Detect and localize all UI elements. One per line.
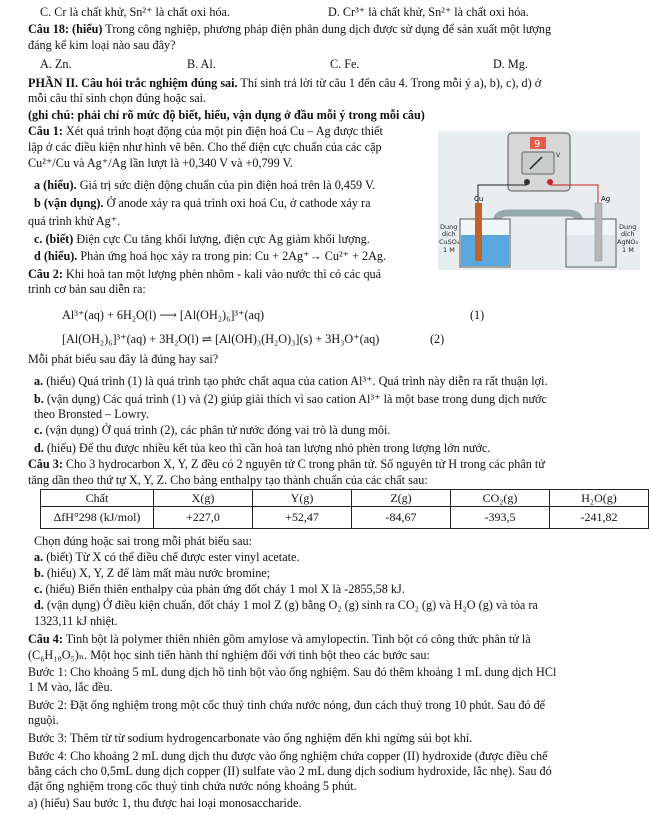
ag-electrode (595, 203, 602, 261)
table-cell: -393,5 (451, 507, 550, 529)
q18-option-d: D. Mg. (493, 57, 528, 71)
c4-step-3: Bước 3: Thêm từ từ sodium hydrogencarbonate vào ống nghiệm đến khi ngừng sủi bọt khí. (28, 731, 473, 745)
q17-option-c: C. Cr là chất khử, Sn²⁺ là chất oxi hóa. (40, 5, 230, 19)
c1-a-text: Giá trị sức điện động chuẩn của pin điện hoá trên là 0,459 V. (76, 178, 376, 192)
c3-text-1: Cho 3 hydrocarbon X, Y, Z đều có 2 nguyên tử C trong phân tử. Số nguyên tử H trong các phân tử (62, 457, 545, 471)
enthalpy-table (40, 489, 649, 529)
c4-line-2: (C₆H₁₀O₅)ₙ. Một học sinh tiến hành thí nghiệm đối với tinh bột theo các bước sau: (28, 648, 430, 662)
c2-item-c (34, 423, 639, 438)
c3-line-2: tăng dần theo thứ tự X, Y, Z. Cho bảng enthalpy tạo thành chuẩn của các chất sau: (28, 473, 428, 487)
table-header-cell: Chất (41, 490, 154, 507)
q18-option-c: C. Fe. (330, 57, 360, 71)
c2-d-text: (hiểu) Để thu được nhiều kết tủa keo thì cần hoà tan lượng nhỏ phèn trong lượng lớn nước. (43, 441, 491, 455)
c3-item-d-cont: 1323,11 kJ nhiệt. (34, 614, 118, 628)
c1-line-3: Cu²⁺/Cu và Ag⁺/Ag lần lượt là +0,340 V và +0,799 V. (28, 156, 293, 170)
c1-b-level: b (vận dụng). (34, 196, 104, 210)
c2-item-b-cont: theo Bronsted – Lowry. (34, 407, 149, 421)
table-header-cell: Y(g) (253, 490, 352, 507)
c4-step-1-cont: 1 M vào, lắc đều. (28, 680, 113, 694)
c2-line-1 (28, 267, 639, 282)
q17-option-d: D. Cr³⁺ là chất khử, Sn²⁺ là chất oxi hóa. (328, 5, 529, 19)
c4-step-2-cont: nguội. (28, 713, 59, 727)
c1-d-level: d (hiểu). (34, 249, 78, 263)
c2-item-d (34, 441, 639, 456)
c1-text-1: Xét quá trình hoạt động của một pin điện hoá Cu – Ag được thiết (62, 124, 383, 138)
c3-question: Chọn đúng hoặc sai trong mỗi phát biểu sau: (34, 534, 252, 548)
c3-d-label: d. (34, 598, 44, 612)
c4-step-4: Bước 4: Cho khoảng 2 mL dung dịch thu được vào ống nghiệm chứa copper (II) hydroxide (được điều chế (28, 749, 548, 763)
table-cell: +227,0 (154, 507, 253, 529)
c2-equation-1: Al³⁺(aq) + 6H₂O(l) ⟶ [Al(OH₂)₆]³⁺(aq) (62, 308, 265, 322)
table-row-label: ΔfH°298 (kJ/mol) (41, 507, 154, 529)
c2-text-1: Khi hoà tan một lượng phèn nhôm - kali vào nước thì có các quá (62, 267, 382, 281)
c3-label: Câu 3: (28, 457, 63, 471)
cuso4-solution (461, 235, 509, 266)
c4-step-4-cont-1: bằng cách cho 0,5mL dung dịch copper (II) sulfate vào 2 mL dung dịch sodium hydroxide, lắc nhẹ). Sau đó (28, 764, 552, 778)
q18-line-2: đáng kể kim loại nào sau đây? (28, 38, 176, 52)
c1-label: Câu 1: (28, 124, 63, 138)
c2-equation-2: [Al(OH₂)₆]³⁺(aq) + 3H₂O(l) ⇌ [Al(OH)₃(H₂O)₃](s) + 3H₃O⁺(aq) (62, 332, 380, 346)
c1-a-level: a (hiểu). (34, 178, 77, 192)
c4-label: Câu 4: (28, 632, 63, 646)
cuso4-label-4: 1 M (443, 246, 455, 254)
c4-item-a: a) (hiểu) Sau bước 1, thu được hai loại monosaccharide. (28, 796, 302, 810)
cu-electrode-label: Cu (474, 195, 484, 203)
c1-b-text: Ở anode xảy ra quá trình oxi hoá Cu, ở cathode xảy ra (103, 196, 371, 210)
part2-line-2: mỗi câu thí sinh chọn đúng hoặc sai. (28, 91, 207, 105)
c3-b-label: b. (34, 566, 44, 580)
c3-item-a (34, 550, 639, 565)
cuso4-label-1: Dung (440, 223, 458, 231)
c2-equation-2-number: (2) (430, 332, 445, 346)
q18-label: Câu 18: (hiểu) (28, 22, 103, 36)
cuso4-label-2: dịch (442, 230, 456, 238)
part2-note: (ghi chú: phải chỉ rõ mức độ biết, hiểu, vận dụng ở đầu mỗi ý trong mỗi câu) (28, 108, 425, 122)
c1-d-text: Phản ứng hoá học xảy ra trong pin: Cu + 2Ag⁺→ Cu²⁺ + 2Ag. (77, 249, 387, 263)
c2-equation-1-number: (1) (470, 308, 485, 322)
c3-line-1 (28, 457, 639, 472)
voltmeter-terminal-pos (547, 179, 553, 185)
c2-c-label: c. (34, 423, 43, 437)
q18-option-b: B. Al. (187, 57, 216, 71)
c2-a-label: a. (34, 374, 44, 388)
c2-a-text: (hiểu) Quá trình (1) là quá trình tạo phức chất aqua của cation Al³⁺. Quá trình này diễn ra rất thuận lợi. (43, 374, 548, 388)
c2-label: Câu 2: (28, 267, 63, 281)
agno3-label-4: 1 M (622, 246, 634, 254)
table-row (41, 507, 649, 529)
galvanic-cell-drawing (438, 131, 640, 270)
c1-item-b-cont: quá trình khử Ag⁺. (28, 214, 121, 228)
c3-b-text: (hiểu) X, Y, Z để làm mất màu nước bromine; (43, 566, 271, 580)
c4-step-4-cont-2: đặt ống nghiệm trong cốc thuỷ tinh chứa nước nóng khoảng 5 phút. (28, 779, 357, 793)
c1-line-2: lập ở các điều kiện như hình vẽ bên. Cho thế điện cực chuẩn của các cặp (28, 140, 382, 154)
c2-item-a (34, 374, 639, 389)
c3-item-c (34, 582, 639, 597)
ag-electrode-label: Ag (601, 195, 611, 203)
c3-c-text: (hiểu) Biến thiên enthalpy của phản ứng đốt cháy 1 mol X là -2855,58 kJ. (42, 582, 405, 596)
c2-question: Mỗi phát biểu sau đây là đúng hay sai? (28, 352, 219, 366)
c3-d-text: (vận dụng) Ở điều kiện chuẩn, đốt cháy 1 mol Z (g) bằng O₂ (g) sinh ra CO₂ (g) và H₂O (g) và tỏa ra (43, 598, 538, 612)
q18-text-1: Trong công nghiệp, phương pháp điện phân dung dịch được sử dụng để sản xuất một lượng (102, 22, 552, 36)
c3-a-text: (biết) Từ X có thể điều chế được ester vinyl acetate. (43, 550, 300, 564)
c3-item-b (34, 566, 639, 581)
table-cell: -241,82 (550, 507, 649, 529)
c2-b-label: b. (34, 392, 44, 406)
part2-line-1 (28, 76, 639, 91)
cuso4-label-3: CuSO₄ (439, 238, 460, 246)
c3-a-label: a. (34, 550, 44, 564)
table-header-cell: CO₂(g) (451, 490, 550, 507)
c3-item-d (34, 598, 639, 613)
cu-electrode (475, 203, 482, 261)
agno3-label-1: Dung (619, 223, 637, 231)
c2-item-b (34, 392, 639, 407)
voltmeter-dial (522, 152, 554, 174)
c2-d-label: d. (34, 441, 44, 455)
voltmeter-unit-v: V (556, 152, 561, 159)
c1-c-level: c. (biết) (34, 232, 74, 246)
part2-heading: PHẦN II. Câu hỏi trắc nghiệm đúng sai. (28, 76, 238, 90)
table-header-row (41, 490, 649, 507)
c4-step-1: Bước 1: Cho khoảng 5 mL dung dịch hồ tinh bột vào ống nghiệm. Sau đó thêm khoảng 1 mL dung dịch HCl (28, 665, 557, 679)
c4-text-1: Tinh bột là polymer thiên nhiên gồm amylose và amylopectin. Tinh bột có công thức phân tử là (62, 632, 531, 646)
agno3-solution (567, 235, 615, 266)
c2-c-text: (vận dụng) Ở quá trình (2), các phân tử nước đóng vai trò là dung môi. (42, 423, 391, 437)
c2-b-text: (vận dụng) Các quá trình (1) và (2) giúp giải thích vì sao cation Al³⁺ là một base trong dung dịch nước (43, 392, 547, 406)
c4-line-1 (28, 632, 639, 647)
c1-c-text: Điện cực Cu tăng khối lượng, điện cực Ag giảm khối lượng. (73, 232, 370, 246)
table-cell: +52,47 (253, 507, 352, 529)
q18-line-1 (28, 22, 639, 37)
table-cell: -84,67 (352, 507, 451, 529)
agno3-label-3: AgNO₃ (617, 238, 639, 246)
agno3-label-2: dịch (621, 230, 635, 238)
q18-option-a: A. Zn. (40, 57, 72, 71)
part2-text-1: Thí sinh trả lời từ câu 1 đến câu 4. Trong mỗi ý a), b), c), d) ở (237, 76, 542, 90)
c3-c-label: c. (34, 582, 43, 596)
c4-step-2: Bước 2: Đặt ống nghiệm trong một cốc thuỷ tinh chứa nước nóng, đun cách thuỷ trong 10 phút. Sau đó để (28, 698, 546, 712)
table-header-cell: H₂O(g) (550, 490, 649, 507)
galvanic-cell-figure (438, 131, 640, 270)
voltmeter-digit: 9 (534, 139, 541, 150)
table-header-cell: X(g) (154, 490, 253, 507)
c2-line-2: trình cơ bản sau diễn ra: (28, 282, 146, 296)
voltmeter-terminal-neg (524, 179, 530, 185)
table-header-cell: Z(g) (352, 490, 451, 507)
